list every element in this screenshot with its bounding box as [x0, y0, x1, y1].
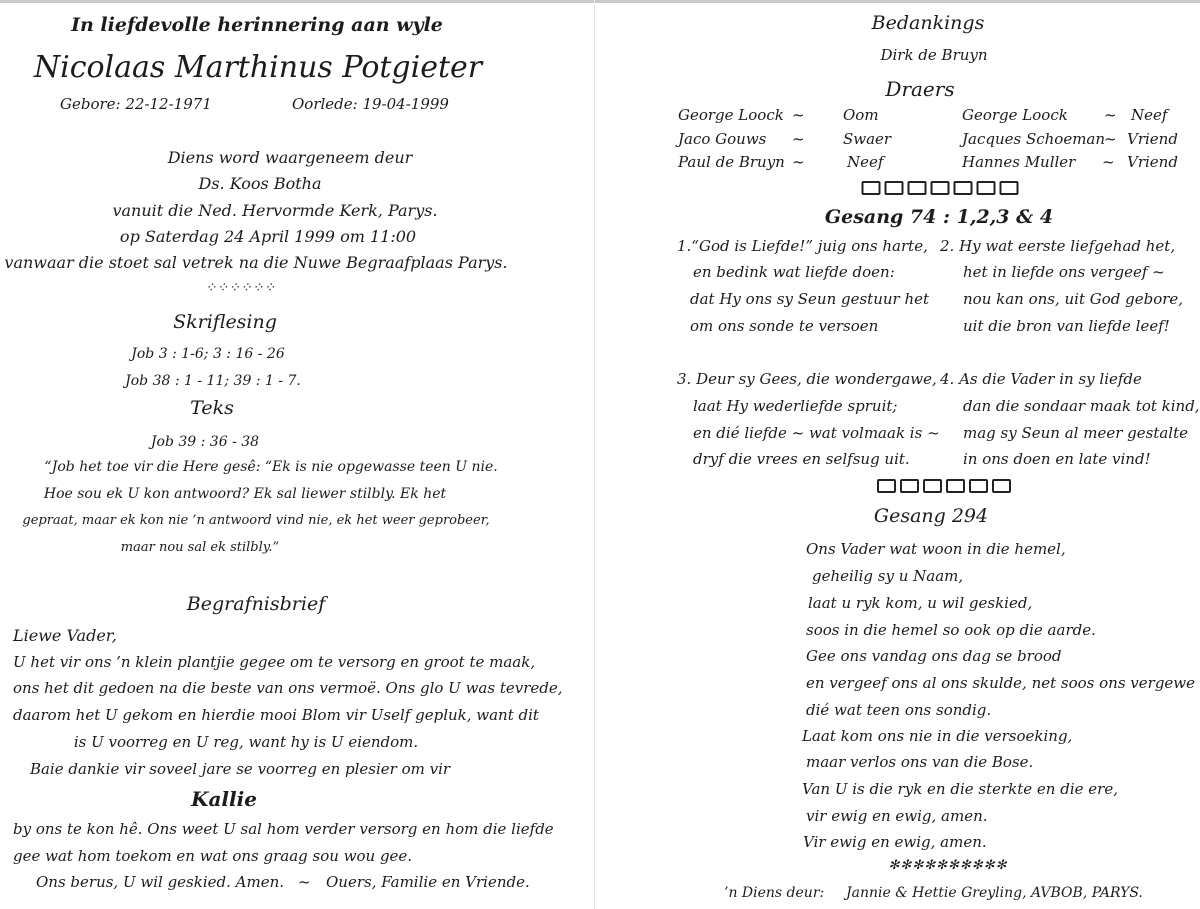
service-line-5: vanwaar die stoet sal vetrek na die Nuwe Begraafplaas Parys.	[4, 253, 508, 272]
bearer-name: George Loock	[962, 106, 1068, 124]
verse-4-line-3: mag sy Seun al meer gestalte	[963, 424, 1188, 442]
prayer-line-5: Gee ons vandag ons dag se brood	[806, 647, 1062, 665]
hymn-294-heading: Gesang 294	[873, 505, 989, 527]
bearer-dash: ~	[792, 106, 805, 124]
quote-line-1: “Job het toe vir die Here gesê: “Ek is nie opgewasse teen U nie.	[44, 459, 498, 475]
verse-3-line-2: laat Hy wederliefde spruit;	[693, 397, 898, 415]
verse-4-line-1: 4. As die Vader in sy liefde	[940, 370, 1142, 388]
verse-2-line-2: het in liefde ons vergeef ~	[963, 263, 1165, 281]
box-ornament-row-2	[875, 475, 1013, 494]
hymn-74-heading: Gesang 74 : 1,2,3 & 4	[824, 206, 1054, 228]
bearer-relation: Neef	[1131, 106, 1168, 124]
ornament: ⁘⁘⁘⁘⁘⁘	[204, 280, 276, 296]
letter-signoff: Ouers, Familie en Vriende.	[326, 873, 530, 891]
box-ornament	[946, 479, 965, 493]
bearer-dash: ~	[1102, 153, 1115, 171]
box-ornament	[992, 479, 1011, 493]
bearer-name: Hannes Muller	[962, 153, 1076, 171]
box-ornament	[977, 181, 996, 195]
bearer-relation: Vriend	[1127, 153, 1178, 171]
prayer-line-1: Ons Vader wat woon in die hemel,	[806, 540, 1066, 558]
verse-3-line-1: 3. Deur sy Gees, die wondergawe,	[677, 370, 937, 388]
quote-line-4: maar nou sal ek stilbly.”	[120, 540, 280, 555]
verse-4-line-2: dan die sondaar maak tot kind,	[963, 397, 1200, 415]
service-line-2: Ds. Koos Botha	[198, 174, 322, 193]
text-reference: Job 39 : 36 - 38	[150, 434, 260, 450]
right-page	[600, 0, 1200, 909]
box-ornament-row-1	[860, 177, 1021, 196]
verse-2-line-1: 2. Hy wat eerste liefgehad het,	[940, 237, 1176, 255]
prayer-line-12: Vir ewig en ewig, amen.	[803, 833, 987, 851]
bearer-name: George Loock	[678, 106, 784, 124]
died-date: Oorlede: 19-04-1999	[292, 95, 449, 113]
box-ornament	[908, 181, 927, 195]
service-line-1: Diens word waargeneem deur	[167, 148, 413, 167]
verse-1-line-2: en bedink wat liefde doen:	[693, 263, 895, 281]
verse-3-line-3: en dié liefde ~ wat volmaak is ~	[693, 424, 940, 442]
letter-closing: Ons berus, U wil geskied. Amen.	[36, 873, 285, 891]
prayer-line-11: vir ewig en ewig, amen.	[806, 807, 988, 825]
thanks-heading: Bedankings	[871, 12, 985, 34]
scripture-heading: Skriflesing	[173, 311, 277, 333]
footer-label: ’n Diens deur:	[724, 885, 825, 901]
prayer-line-3: laat u ryk kom, u wil geskied,	[808, 594, 1033, 612]
prayer-line-4: soos in die hemel so ook op die aarde.	[806, 621, 1096, 639]
bearer-relation: Swaer	[843, 130, 892, 148]
bearer-name: Paul de Bruyn	[678, 153, 785, 171]
footer-value: Jannie & Hettie Greyling, AVBOB, PARYS.	[846, 885, 1143, 901]
verse-1-line-3: dat Hy ons sy Seun gestuur het	[690, 290, 930, 308]
kallie-name: Kallie	[191, 787, 257, 811]
verse-1-line-4: om ons sonde te versoen	[690, 317, 879, 335]
scripture-line-2: Job 38 : 1 - 11; 39 : 1 - 7.	[125, 373, 301, 389]
box-ornament	[900, 479, 919, 493]
prayer-line-8: Laat kom ons nie in die versoeking,	[802, 727, 1073, 745]
box-ornament	[877, 479, 896, 493]
quote-line-2: Hoe sou ek U kon antwoord? Ek sal liewer stilbly. Ek het	[43, 486, 447, 502]
bearer-dash: ~	[792, 153, 805, 171]
text-heading: Teks	[190, 397, 234, 419]
service-line-3: vanuit die Ned. Hervormde Kerk, Parys.	[112, 201, 438, 220]
born-date: Gebore: 22-12-1971	[60, 95, 212, 113]
thanks-name: Dirk de Bruyn	[880, 46, 988, 64]
box-ornament	[1000, 181, 1019, 195]
letter-line-5: Baie dankie vir soveel jare se voorreg en plesier om vir	[29, 760, 451, 778]
prayer-line-7: dié wat teen ons sondig.	[806, 701, 992, 719]
box-ornament	[969, 479, 988, 493]
prayer-line-6: en vergeef ons al ons skulde, net soos ons vergewe	[806, 674, 1196, 692]
letter-line-6: by ons te kon hê. Ons weet U sal hom verder versorg en hom die liefde	[13, 820, 554, 838]
box-ornament	[885, 181, 904, 195]
box-ornament	[931, 181, 950, 195]
letter-line-3: daarom het U gekom en hierdie mooi Blom vir Uself gepluk, want dit	[13, 706, 539, 724]
letter-heading: Begrafnisbrief	[186, 593, 326, 615]
prayer-line-9: maar verlos ons van die Bose.	[806, 753, 1034, 771]
box-ornament	[923, 479, 942, 493]
bearer-relation: Vriend	[1127, 130, 1178, 148]
deceased-name: Nicolaas Marthinus Potgieter	[33, 50, 483, 85]
bearers-heading: Draers	[885, 77, 955, 101]
letter-line-7: gee wat hom toekom en wat ons graag sou wou gee.	[13, 847, 413, 865]
bearer-dash: ~	[1104, 130, 1117, 148]
service-line-4: op Saterdag 24 April 1999 om 11:00	[119, 227, 417, 246]
left-page	[0, 0, 590, 909]
prayer-line-2: geheilig sy u Naam,	[812, 567, 964, 585]
verse-4-line-4: in ons doen en late vind!	[963, 450, 1151, 468]
verse-1-line-1: 1.“God is Liefde!” juig ons harte,	[677, 237, 928, 255]
prayer-line-10: Van U is die ryk en die sterkte en die ere,	[802, 780, 1118, 798]
verse-2-line-3: nou kan ons, uit God gebore,	[963, 290, 1184, 308]
box-ornament	[954, 181, 973, 195]
bearer-dash: ~	[1104, 106, 1117, 124]
bearer-name: Jacques Schoeman	[962, 130, 1106, 148]
bearer-relation: Oom	[843, 106, 879, 124]
star-ornament: ✻✻✻✻✻✻✻✻✻✻	[888, 858, 1008, 873]
scripture-line-1: Job 3 : 1-6; 3 : 16 - 26	[131, 346, 285, 362]
letter-line-1: U het vir ons ’n klein plantjie gegee om te versorg en groot te maak,	[13, 653, 536, 671]
letter-salutation: Liewe Vader,	[13, 626, 117, 645]
box-ornament	[862, 181, 881, 195]
quote-line-3: gepraat, maar ek kon nie ’n antwoord vind nie, ek het weer geprobeer,	[22, 513, 490, 528]
bearer-relation: Neef	[847, 153, 884, 171]
page-fold	[594, 0, 595, 909]
verse-3-line-4: dryf die vrees en selfsug uit.	[693, 450, 910, 468]
bearer-dash: ~	[792, 130, 805, 148]
letter-line-4: is U voorreg en U reg, want hy is U eiendom.	[73, 733, 419, 751]
letter-line-2: ons het dit gedoen na die beste van ons vermoë. Ons glo U was tevrede,	[13, 679, 563, 697]
verse-2-line-4: uit die bron van liefde leef!	[963, 317, 1170, 335]
memory-heading: In liefdevolle herinnering aan wyle	[71, 14, 443, 36]
bearer-name: Jaco Gouws	[678, 130, 767, 148]
letter-dash: ~	[298, 873, 311, 891]
